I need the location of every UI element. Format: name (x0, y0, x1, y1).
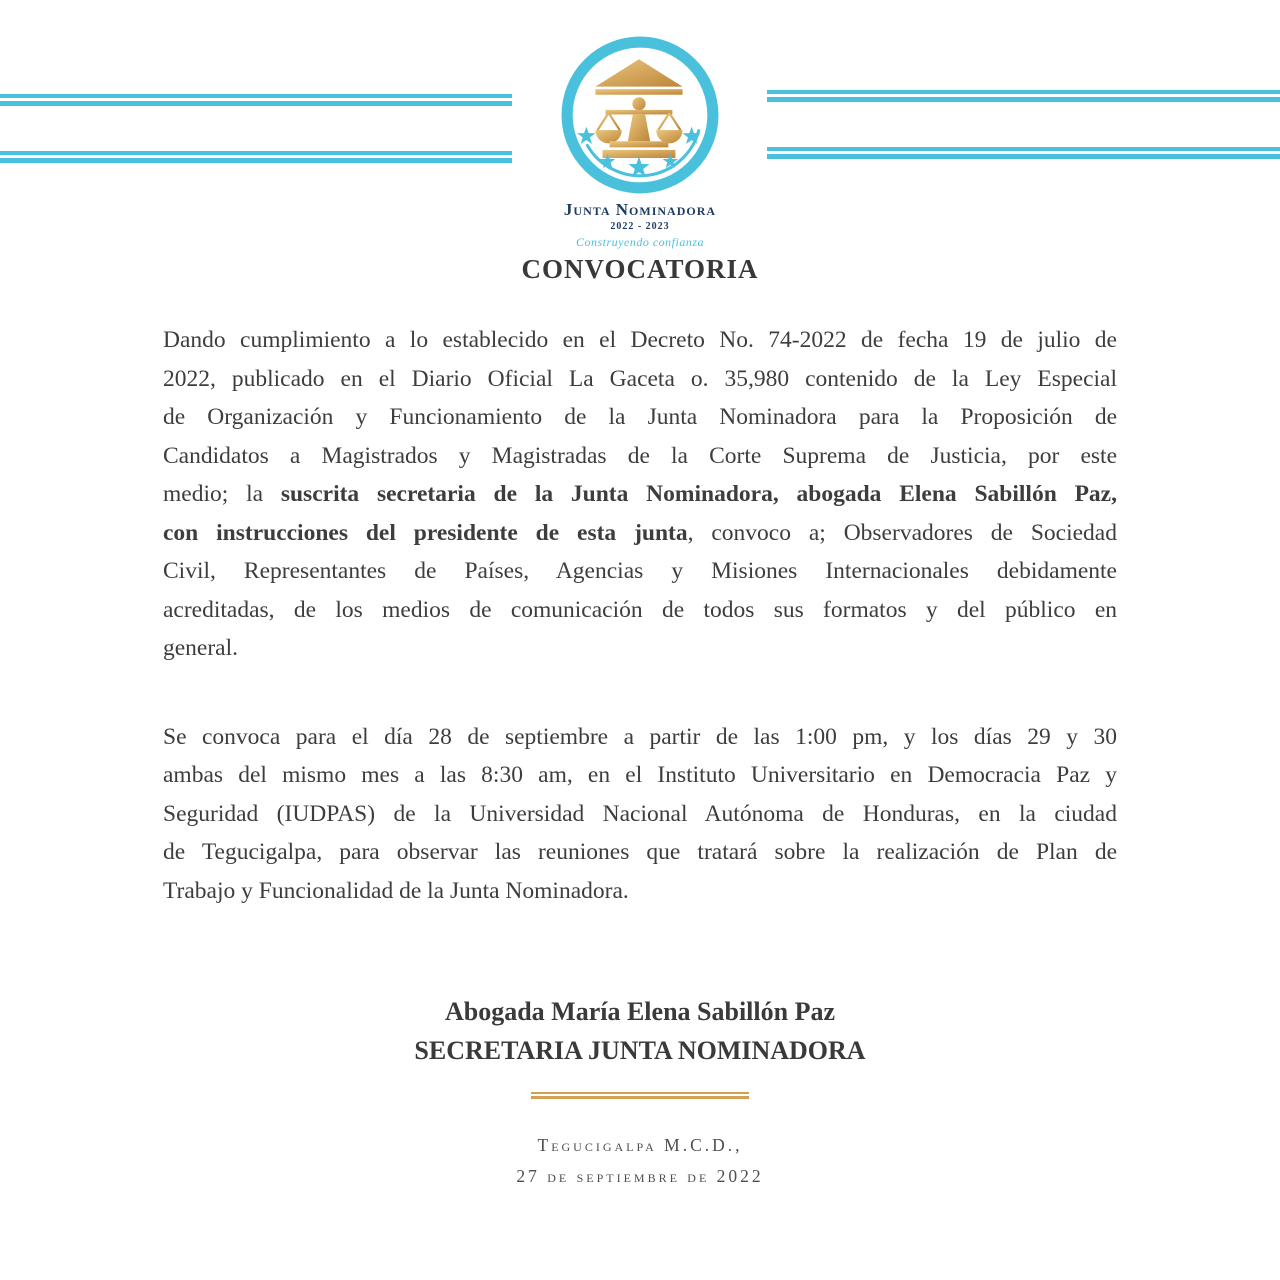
signatory-role: SECRETARIA JUNTA NOMINADORA (414, 1036, 866, 1065)
text-line: con instrucciones del presidente de esta junta, convoco a; Observadores de Sociedad (163, 519, 1117, 546)
org-logo (0, 36, 1280, 248)
gold-divider (531, 1092, 749, 1099)
text-line: Candidatos a Magistrados y Magistradas de la Corte Suprema de Justicia, por este (163, 442, 1117, 469)
text-line: de Tegucigalpa, para observar las reuniones que tratará sobre la realización de Plan de (163, 839, 1117, 865)
page-title: CONVOCATORIA (521, 254, 759, 284)
paragraph (163, 718, 1117, 911)
logo-org-name: Junta Nominadora (563, 200, 717, 219)
text-line: general. (163, 635, 239, 661)
signatory-name: Abogada María Elena Sabillón Paz (444, 997, 836, 1026)
text-line: Dando cumplimiento a lo establecido en el Decreto No. 74-2022 de fecha 19 de julio de (163, 327, 1117, 353)
text-line: medio; la suscrita secretaria de la Junta Nominadora, abogada Elena Sabillón Paz, (163, 481, 1117, 507)
scales-of-justice-logo-icon (559, 36, 721, 198)
text-line: 2022, publicado en el Diario Oficial La Gaceta o. 35,980 contenido de la Ley Especial (163, 365, 1117, 392)
text-line: Civil, Representantes de Países, Agencias y Misiones Internacionales debidamente (163, 558, 1117, 584)
logo-years: 2022 - 2023 (610, 221, 670, 232)
text-line: Seguridad (IUDPAS) de la Universidad Nacional Autónoma de Honduras, en la ciudad (163, 800, 1117, 827)
paragraph (163, 321, 1117, 668)
footer (0, 1130, 1280, 1192)
body-paragraphs (163, 321, 1117, 910)
gold-scales-emblem (595, 59, 682, 158)
text-line: ambas del mismo mes a las 8:30 am, en el Instituto Universitario en Democracia Paz y (163, 762, 1117, 788)
text-line: de Organización y Funcionamiento de la Junta Nominadora para la Proposición de (163, 404, 1117, 430)
signature-block (0, 992, 1280, 1070)
logo-tagline: Construyendo confianza (576, 235, 704, 249)
text-line: Trabajo y Funcionalidad de la Junta Nominadora. (163, 877, 629, 904)
text-line: Se convoca para el día 28 de septiembre a partir de las 1:00 pm, y los días 29 y 30 (163, 723, 1117, 750)
footer-place: Tegucigalpa M.C.D., (537, 1135, 743, 1155)
text-line: acreditadas, de los medios de comunicación de todos sus formatos y del público en (163, 596, 1117, 623)
footer-date: 27 de septiembre de 2022 (516, 1166, 764, 1186)
